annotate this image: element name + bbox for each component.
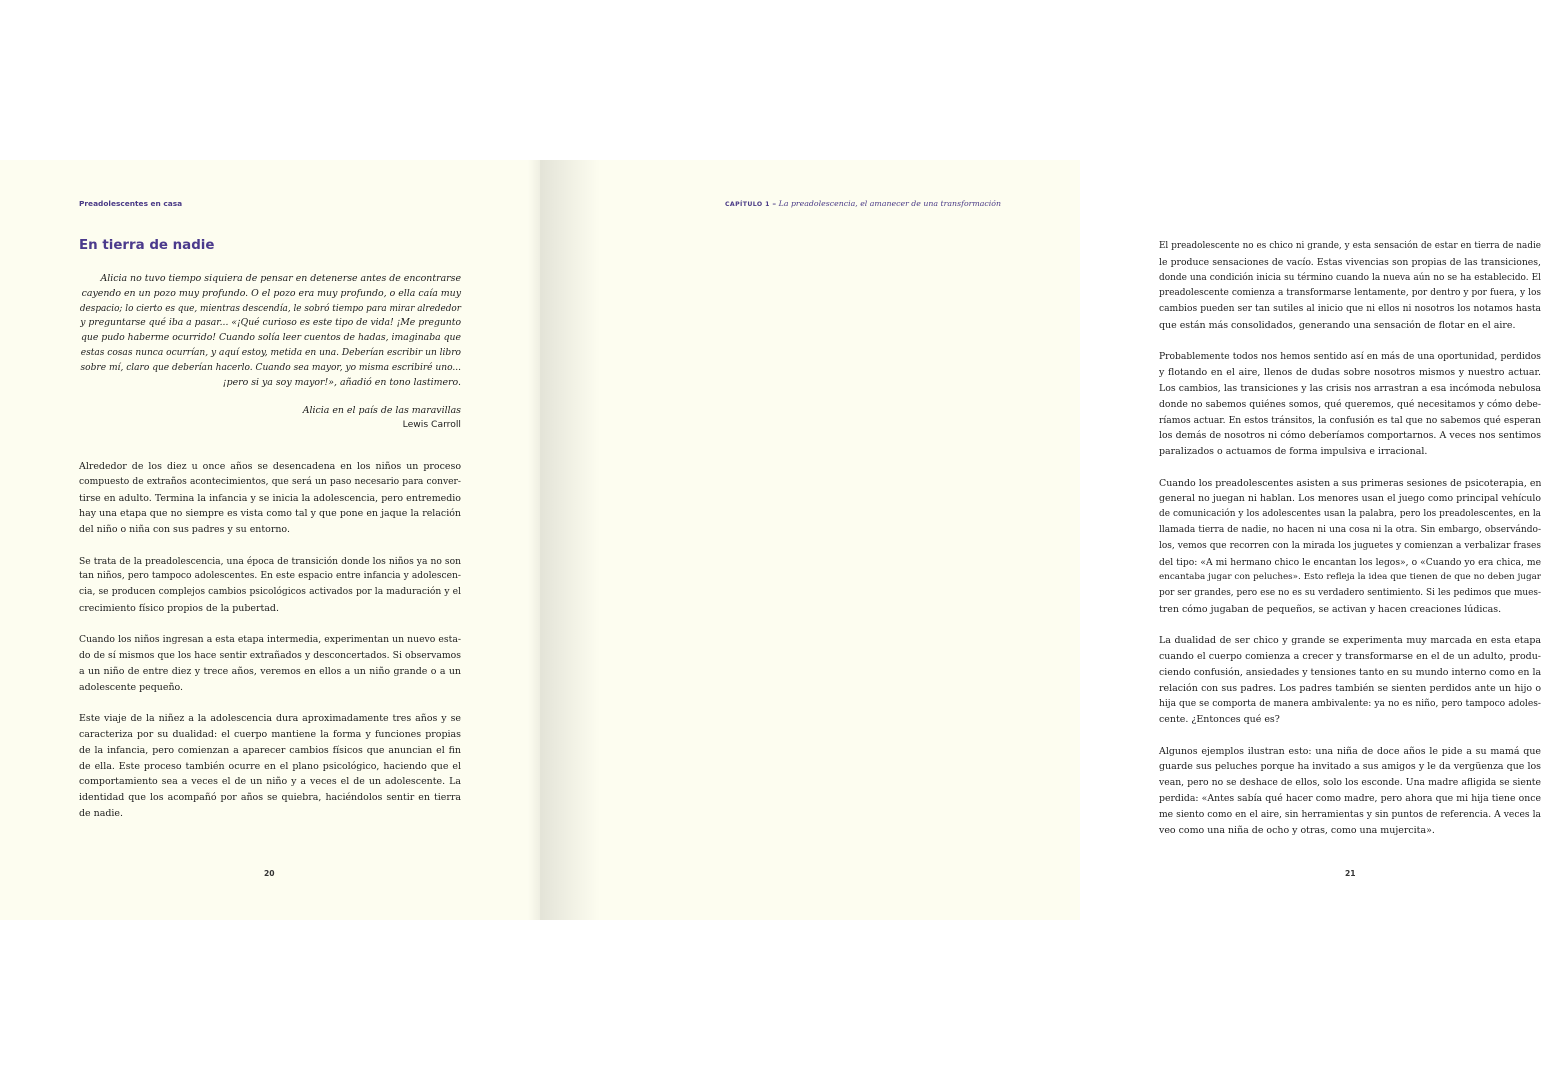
running-head-right (725, 199, 1001, 208)
epigraph-line: estas cosas nunca ocurrían, y aquí estoy, metida en una. Deberían escribir un libro (80, 347, 461, 358)
text-line: del tipo: «A mi hermano chico le encantan los legos», o «Cuando yo era chica, me (1159, 556, 1541, 568)
text-line: Algunos ejemplos ilustran esto: una niña de doce años le pide a su mamá que (1159, 745, 1541, 757)
text-line: de nadie. (79, 807, 123, 819)
text-line: adolescente pequeño. (79, 681, 184, 693)
text-line: Cuando los preadolescentes asisten a sus primeras sesiones de psicoterapia, en (1159, 477, 1541, 489)
epigraph-author: Lewis Carroll (402, 419, 461, 431)
text-line: preadolescente comienza a transformarse lentamente, por dentro y por fuera, y los (1159, 288, 1541, 299)
paragraph (1159, 239, 1541, 334)
text-line: encantaba jugar con peluches». Esto refleja la idea que tienen de que no deben jugar (1159, 572, 1541, 583)
text-line: cia, se producen complejos cambios psicológicos activados por la maduración y el (79, 587, 461, 598)
text-line: relación con sus padres. Los padres también se sienten perdidos ante un hijo o (1159, 682, 1541, 694)
text-line: de comunicación y los adolescentes usan la palabra, pero los preadolescentes, en la (1159, 509, 1541, 520)
text-line: guarde sus peluches porque ha invitado a sus amigos y le da vergüenza que los (1159, 761, 1541, 773)
text-line: de ella. Este proceso también ocurre en el plano psicológico, haciendo que el (79, 760, 461, 772)
text-line: cuando el cuerpo comienza a crecer y transformarse en el de un adulto, produ- (1159, 651, 1541, 663)
epigraph-line: y preguntarse qué iba a pasar... «¡Qué curioso es este tipo de vida! ¡Me pregunto (80, 317, 461, 329)
text-line: do de sí mismos que los hace sentir extrañados y desconcertados. Si observamos (79, 650, 461, 662)
paragraph (1159, 476, 1541, 618)
epigraph-line: cayendo en un pozo muy profundo. O el pozo era muy profundo, o ella caía muy (81, 287, 461, 299)
paragraph (79, 711, 461, 822)
text-line: caracteriza por su dualidad: el cuerpo mantiene la forma y funciones propias (79, 728, 461, 740)
text-line: llamada tierra de nadie, no hacen ni una cosa ni la otra. Sin embargo, observándo- (1159, 524, 1541, 535)
text-line: tan niños, pero tampoco adolescentes. En este espacio entre infancia y adolescen- (79, 571, 461, 582)
epigraph-line: Alicia no tuvo tiempo siquiera de pensar en detenerse antes de encontrarse (100, 273, 461, 284)
text-line: Este viaje de la niñez a la adolescencia dura aproximadamente tres años y se (79, 713, 461, 725)
running-head-left: Preadolescentes en casa (79, 199, 183, 208)
text-line: a un niño de entre diez y trece años, veremos en ellos a un niño grande o a un (79, 665, 461, 677)
text-line: donde no sabemos quiénes somos, qué queremos, qué necesitamos y cómo debe- (1159, 398, 1541, 410)
text-line: los demás de nosotros ni cómo deberíamos comportarnos. A veces nos sentimos (1159, 430, 1541, 442)
text-line: identidad que los acompañó por años se quiebra, haciéndolos sentir en tierra (79, 792, 461, 804)
text-line: paralizados o actuamos de forma impulsiva e irracional. (1159, 446, 1428, 458)
right-page (540, 160, 1541, 920)
text-line: vean, pero no se deshace de ellos, solo los esconde. Una madre afligida se siente (1159, 777, 1541, 789)
text-line: que están más consolidados, generando una sensación de flotar en el aire. (1159, 319, 1516, 331)
paragraph (79, 632, 461, 695)
paragraph (79, 554, 461, 617)
paragraph (1159, 633, 1541, 728)
text-line: de la infancia, pero comienzan a aparecer cambios físicos que anuncian el fin (79, 744, 461, 756)
gutter-shadow (528, 160, 540, 920)
gutter-shadow (540, 160, 600, 920)
text-line: Cuando los niños ingresan a esta etapa intermedia, experimentan un nuevo esta- (79, 634, 461, 646)
text-line: Se trata de la preadolescencia, una época de transición donde los niños ya no son (79, 555, 461, 567)
epigraph-line: que pudo haberme ocurrido! Cuando solía leer cuentos de hadas, imaginaba que (80, 332, 461, 344)
text-line: Alrededor de los diez u once años se desencadena en los niños un proceso (79, 461, 461, 472)
text-line: general no juegan ni hablan. Los menores usan el juego como principal vehículo (1159, 493, 1541, 505)
text-line: me siento como en el aire, sin herramientas y sin puntos de referencia. A veces la (1159, 808, 1541, 820)
epigraph-book-title: Alicia en el país de las maravillas (302, 405, 461, 416)
epigraph-source (79, 404, 461, 433)
text-line: veo como una niña de ocho y otras, como una mujercita». (1159, 824, 1435, 836)
text-line: le produce sensaciones de vacío. Estas vivencias son propias de las transiciones, (1159, 256, 1541, 268)
left-body-text (79, 459, 461, 837)
text-line: cente. ¿Entonces qué es? (1159, 714, 1280, 726)
text-line: ríamos actuar. En estos tránsitos, la confusión es tal que no sabemos qué esperan (1159, 414, 1541, 426)
paragraph (1159, 744, 1541, 839)
text-line: por ser grandes, pero ese no es su verdadero sentimiento. Si les pedimos que mues- (1159, 588, 1541, 599)
text-line: crecimiento físico propios de la pubertad. (79, 602, 279, 614)
running-head-separator: – (769, 199, 779, 208)
text-line: y flotando en el aire, llenos de dudas sobre nosotros mismos y nuestro actuar. (1159, 367, 1541, 379)
text-line: La dualidad de ser chico y grande se experimenta muy marcada en esta etapa (1159, 635, 1541, 647)
paragraph (1159, 349, 1541, 460)
text-line: hay una etapa que no siempre es vista como tal y que pone en jaque la relación (79, 508, 461, 520)
text-line: tirse en adulto. Termina la infancia y se inicia la adolescencia, pero entremedio (79, 492, 461, 504)
text-line: ciendo confusión, ansiedades y tensiones tanto en su mundo interno como en la (1159, 666, 1541, 678)
text-line: donde una condición inicia su término cuando la nueva aún no se ha establecido. El (1159, 272, 1541, 283)
text-line: Probablemente todos nos hemos sentido así en más de una oportunidad, perdidos (1159, 351, 1541, 363)
paragraph (79, 459, 461, 538)
text-line: El preadolescente no es chico ni grande, y esta sensación de estar en tierra de nadie (1159, 241, 1541, 251)
text-line: comportamiento sea a veces el de un niño y a veces el de un adolescente. La (79, 776, 461, 788)
text-line: hija que se comporta de manera ambivalente: ya no es niño, pero tampoco adoles- (1159, 698, 1541, 709)
text-line: Los cambios, las transiciones y las crisis nos arrastran a esa incómoda nebulosa (1159, 382, 1541, 394)
running-head-title: La preadolescencia, el amanecer de una transformación (778, 199, 1001, 208)
epigraph (79, 272, 461, 390)
text-line: compuesto de extraños acontecimientos, que será un paso necesario para conver- (79, 476, 461, 487)
text-line: del niño o niña con sus padres y su entorno. (79, 524, 290, 536)
epigraph-line: ¡pero si ya soy mayor!», añadió en tono lastimero. (222, 376, 461, 388)
chapter-title: En tierra de nadie (79, 238, 215, 253)
page-number-left: 20 (264, 869, 275, 878)
text-line: tren cómo jugaban de pequeños, se activan y hacen creaciones lúdicas. (1159, 603, 1502, 615)
text-line: perdida: «Antes sabía qué hacer como madre, pero ahora que mi hija tiene once (1159, 793, 1541, 805)
book-spread (0, 160, 1541, 920)
epigraph-line: sobre mí, claro que deberían hacerlo. Cuando sea mayor, yo misma escribiré uno... (80, 362, 461, 373)
epigraph-line: despacio; lo cierto es que, mientras descendía, le sobró tiempo para mirar alrededor (79, 303, 461, 314)
running-head-chapter: CAPÍTULO 1 (724, 201, 770, 208)
text-line: cambios pueden ser tan sutiles al inicio que ni ellos ni nosotros los notamos hasta (1159, 304, 1541, 315)
left-page (0, 160, 540, 920)
text-line: los, vemos que recorren con la mirada los juguetes y comienzan a verbalizar frases (1159, 540, 1541, 551)
right-body-text (1159, 239, 1541, 854)
page-number-right: 21 (1345, 869, 1356, 878)
